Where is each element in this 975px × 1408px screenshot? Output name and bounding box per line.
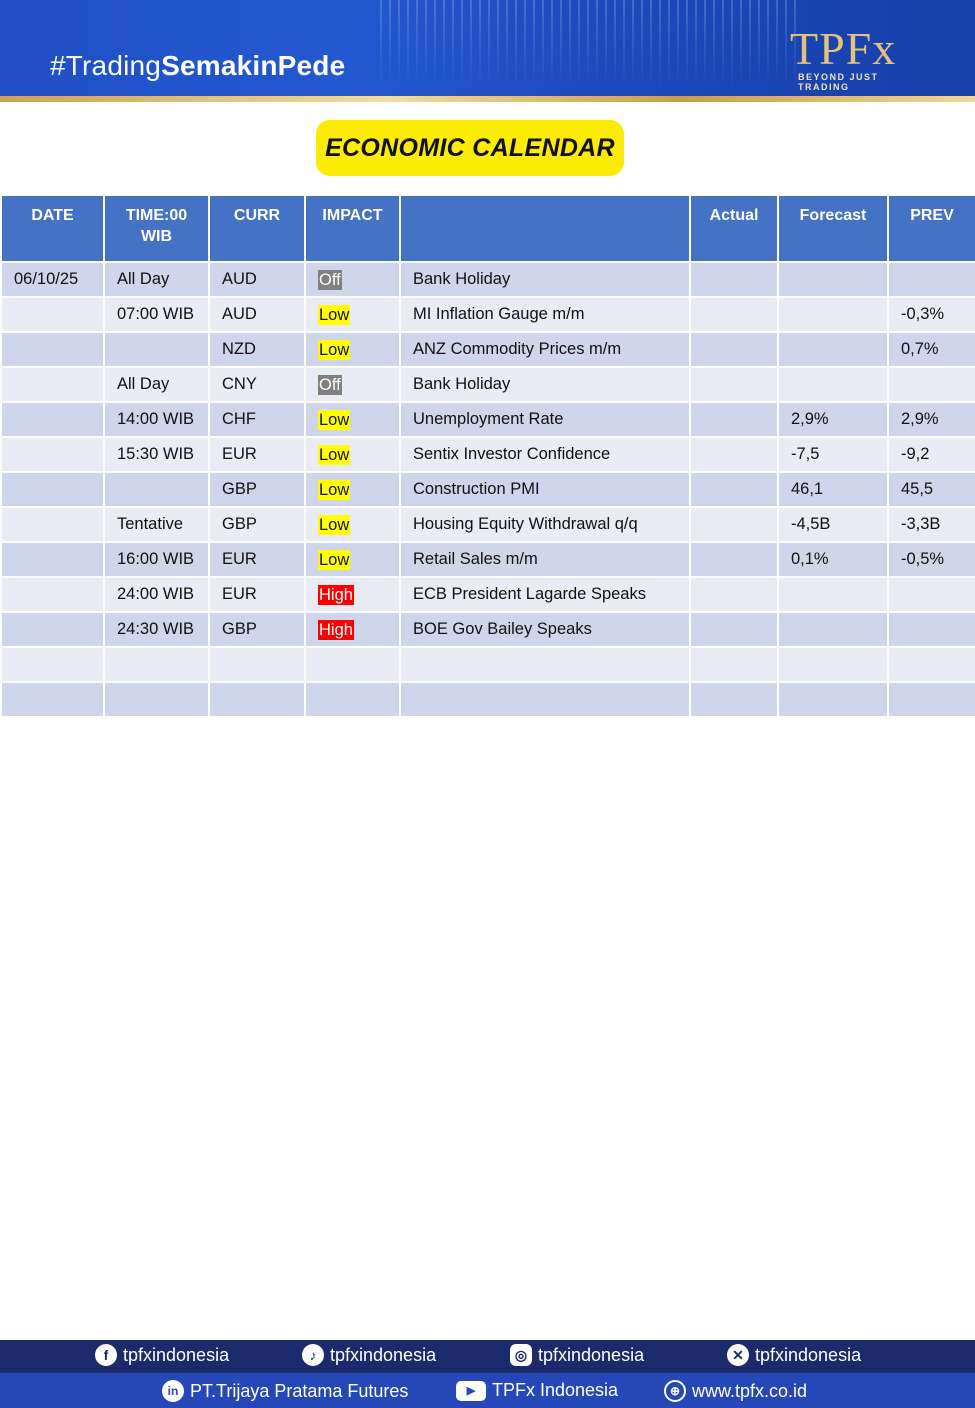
impact-badge: Low — [319, 445, 350, 464]
cell-date — [1, 647, 104, 682]
instagram-icon: ◎ — [510, 1344, 532, 1366]
impact-badge: Low — [319, 305, 350, 324]
cell-event: Bank Holiday — [400, 262, 690, 297]
cell-curr: NZD — [209, 332, 305, 367]
website-link[interactable] — [664, 1380, 807, 1402]
website-url: www.tpfx.co.id — [692, 1380, 808, 1401]
cell-time: All Day — [104, 367, 209, 402]
cell-actual — [690, 647, 778, 682]
cell-impact — [305, 332, 400, 367]
cell-time: 24:00 WIB — [104, 577, 209, 612]
cell-impact — [305, 682, 400, 717]
cell-date: 06/10/25 — [1, 262, 104, 297]
cell-event — [400, 682, 690, 717]
cell-event: ECB President Lagarde Speaks — [400, 577, 690, 612]
cell-actual — [690, 577, 778, 612]
cell-prev: -3,3B — [888, 507, 975, 542]
footer-contact-bar — [0, 1373, 975, 1408]
impact-badge: Low — [319, 550, 350, 569]
cell-curr: EUR — [209, 577, 305, 612]
cell-curr: EUR — [209, 542, 305, 577]
cell-event: ANZ Commodity Prices m/m — [400, 332, 690, 367]
economic-calendar-table — [0, 194, 975, 718]
youtube-link[interactable] — [456, 1380, 618, 1401]
impact-badge: Low — [319, 410, 350, 429]
cell-forecast: 46,1 — [778, 472, 888, 507]
cell-forecast: 0,1% — [778, 542, 888, 577]
cell-prev — [888, 262, 975, 297]
cell-actual — [690, 542, 778, 577]
page-title: ECONOMIC CALENDAR — [325, 133, 615, 162]
cell-actual — [690, 472, 778, 507]
col-header-event — [400, 195, 690, 262]
cell-actual — [690, 402, 778, 437]
header-banner — [0, 0, 975, 98]
cell-prev: -9,2 — [888, 437, 975, 472]
cell-time: 24:30 WIB — [104, 612, 209, 647]
cell-forecast — [778, 297, 888, 332]
cell-time: 15:30 WIB — [104, 437, 209, 472]
linkedin-name: PT.Trijaya Pratama Futures — [190, 1380, 409, 1401]
cell-impact — [305, 647, 400, 682]
col-header-impact: IMPACT — [305, 195, 400, 262]
gold-divider — [0, 96, 975, 102]
cell-event — [400, 647, 690, 682]
linkedin-icon: in — [162, 1380, 184, 1402]
cell-date — [1, 402, 104, 437]
cell-prev — [888, 367, 975, 402]
cell-time — [104, 332, 209, 367]
table-row — [1, 402, 975, 437]
instagram-handle: tpfxindonesia — [538, 1344, 645, 1365]
cell-curr: GBP — [209, 612, 305, 647]
table-header-row — [1, 195, 975, 262]
cell-event: BOE Gov Bailey Speaks — [400, 612, 690, 647]
instagram-link[interactable] — [510, 1344, 644, 1366]
table-row — [1, 472, 975, 507]
cell-prev: 45,5 — [888, 472, 975, 507]
cell-actual — [690, 507, 778, 542]
cell-time: 07:00 WIB — [104, 297, 209, 332]
tiktok-icon: ♪ — [302, 1344, 324, 1366]
x-link[interactable] — [727, 1344, 861, 1366]
cell-date — [1, 507, 104, 542]
youtube-name: TPFx Indonesia — [492, 1380, 619, 1400]
facebook-handle: tpfxindonesia — [123, 1344, 230, 1365]
tpfx-logo — [790, 23, 930, 92]
x-handle: tpfxindonesia — [755, 1344, 862, 1365]
logo-mark: TPFx — [790, 23, 897, 74]
cell-actual — [690, 612, 778, 647]
cell-time: All Day — [104, 262, 209, 297]
cell-prev — [888, 682, 975, 717]
tiktok-handle: tpfxindonesia — [330, 1344, 437, 1365]
col-header-curr: CURR — [209, 195, 305, 262]
table-row — [1, 542, 975, 577]
impact-badge: Off — [319, 375, 341, 394]
cell-event: Retail Sales m/m — [400, 542, 690, 577]
impact-badge: Low — [319, 515, 350, 534]
col-header-time: TIME:00 WIB — [104, 195, 209, 262]
cell-impact — [305, 612, 400, 647]
cell-event: Construction PMI — [400, 472, 690, 507]
linkedin-link[interactable] — [162, 1380, 408, 1402]
impact-badge: High — [319, 585, 353, 604]
cell-impact — [305, 542, 400, 577]
cell-actual — [690, 367, 778, 402]
cell-forecast: 2,9% — [778, 402, 888, 437]
cell-actual — [690, 297, 778, 332]
impact-badge: High — [319, 620, 353, 639]
cell-forecast — [778, 612, 888, 647]
cell-forecast — [778, 332, 888, 367]
cell-prev: 2,9% — [888, 402, 975, 437]
cell-prev: 0,7% — [888, 332, 975, 367]
chart-bars-decoration — [380, 0, 800, 98]
cell-prev: -0,5% — [888, 542, 975, 577]
cell-time — [104, 472, 209, 507]
tiktok-link[interactable] — [302, 1344, 436, 1366]
cell-curr: AUD — [209, 262, 305, 297]
cell-curr — [209, 682, 305, 717]
cell-forecast: -4,5B — [778, 507, 888, 542]
cell-event: MI Inflation Gauge m/m — [400, 297, 690, 332]
cell-date — [1, 682, 104, 717]
cell-curr: CNY — [209, 367, 305, 402]
cell-curr — [209, 647, 305, 682]
col-header-forecast: Forecast — [778, 195, 888, 262]
table-row — [1, 367, 975, 402]
footer-social-bar — [0, 1340, 975, 1373]
cell-impact — [305, 577, 400, 612]
col-header-actual: Actual — [690, 195, 778, 262]
cell-time — [104, 682, 209, 717]
cell-prev: -0,3% — [888, 297, 975, 332]
cell-curr: EUR — [209, 437, 305, 472]
cell-curr: GBP — [209, 472, 305, 507]
table-row — [1, 612, 975, 647]
cell-time: Tentative — [104, 507, 209, 542]
table-row — [1, 332, 975, 367]
cell-impact — [305, 437, 400, 472]
cell-forecast — [778, 367, 888, 402]
cell-date — [1, 367, 104, 402]
cell-actual — [690, 437, 778, 472]
table-body — [1, 262, 975, 717]
cell-date — [1, 542, 104, 577]
table-row — [1, 297, 975, 332]
cell-impact — [305, 402, 400, 437]
cell-event: Unemployment Rate — [400, 402, 690, 437]
cell-forecast: -7,5 — [778, 437, 888, 472]
cell-actual — [690, 332, 778, 367]
cell-event: Bank Holiday — [400, 367, 690, 402]
table-row — [1, 647, 975, 682]
cell-curr: CHF — [209, 402, 305, 437]
cell-curr: AUD — [209, 297, 305, 332]
col-header-date: DATE — [1, 195, 104, 262]
cell-time — [104, 647, 209, 682]
facebook-icon: f — [95, 1344, 117, 1366]
cell-forecast — [778, 577, 888, 612]
x-icon: ✕ — [727, 1344, 749, 1366]
col-header-prev: PREV — [888, 195, 975, 262]
impact-badge: Off — [319, 270, 341, 289]
cell-impact — [305, 297, 400, 332]
cell-event: Sentix Investor Confidence — [400, 437, 690, 472]
cell-curr: GBP — [209, 507, 305, 542]
cell-forecast — [778, 682, 888, 717]
cell-impact — [305, 262, 400, 297]
youtube-icon: ▶ — [456, 1381, 486, 1401]
cell-impact — [305, 472, 400, 507]
cell-date — [1, 297, 104, 332]
cell-date — [1, 472, 104, 507]
cell-prev — [888, 577, 975, 612]
cell-impact — [305, 367, 400, 402]
globe-icon: ⊕ — [664, 1380, 686, 1402]
cell-actual — [690, 262, 778, 297]
cell-date — [1, 437, 104, 472]
cell-time: 14:00 WIB — [104, 402, 209, 437]
cell-time: 16:00 WIB — [104, 542, 209, 577]
table-row — [1, 577, 975, 612]
cell-date — [1, 577, 104, 612]
cell-impact — [305, 507, 400, 542]
cell-actual — [690, 682, 778, 717]
table-row — [1, 262, 975, 297]
cell-prev — [888, 647, 975, 682]
table-row — [1, 507, 975, 542]
cell-prev — [888, 612, 975, 647]
facebook-link[interactable] — [95, 1344, 229, 1366]
table-row — [1, 437, 975, 472]
logo-tagline: BEYOND JUST TRADING — [798, 72, 879, 92]
impact-badge: Low — [319, 480, 350, 499]
cell-forecast — [778, 647, 888, 682]
cell-date — [1, 332, 104, 367]
title-badge — [316, 120, 624, 176]
hashtag-text: #TradingSemakinPede — [50, 50, 346, 81]
cell-date — [1, 612, 104, 647]
table-row — [1, 682, 975, 717]
cell-forecast — [778, 262, 888, 297]
impact-badge: Low — [319, 340, 350, 359]
cell-event: Housing Equity Withdrawal q/q — [400, 507, 690, 542]
